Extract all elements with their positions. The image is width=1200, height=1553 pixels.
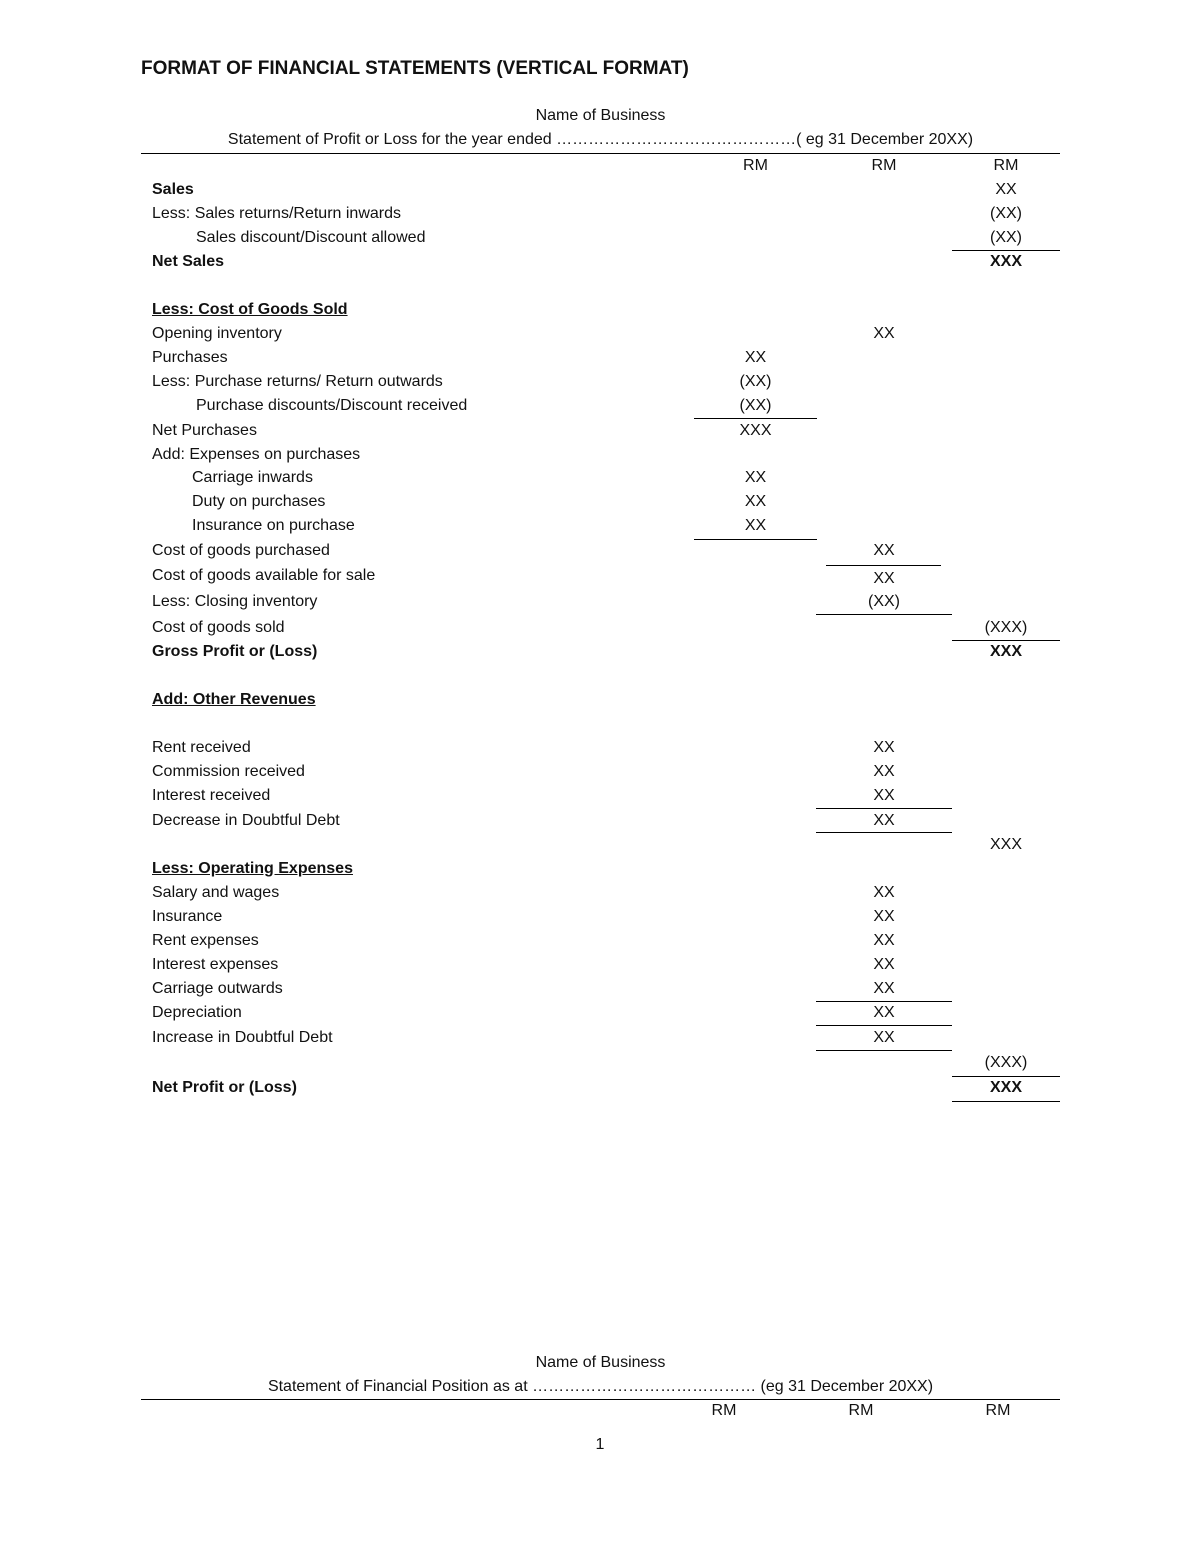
pl-business-name: Name of Business (535, 107, 666, 124)
duty-value: XX (744, 493, 767, 510)
fp-currency-row (0, 1402, 1200, 1426)
rent-expenses-value: XX (873, 932, 895, 949)
currency-col2: RM (871, 157, 897, 174)
carriage-outwards-label: Carriage outwards (152, 980, 283, 997)
closing-inventory-value: (XX) (868, 593, 900, 610)
row-increase-dd (0, 1029, 1200, 1053)
opening-inventory-value: XX (873, 325, 895, 342)
rule-cogp (694, 539, 817, 540)
row-net-profit (0, 1079, 1200, 1103)
rule-increase-dd-top (816, 1025, 952, 1026)
row-net-purchases (0, 422, 1200, 446)
sales-returns-value: (XX) (990, 205, 1022, 222)
rule-net-purchases (694, 418, 817, 419)
rule-increase-dd-bottom (816, 1050, 952, 1051)
row-other-revenues-heading (0, 691, 1200, 715)
rule-decrease-dd-bottom (816, 832, 952, 833)
interest-received-label: Interest received (152, 787, 271, 804)
fp-currency-col3: RM (985, 1402, 1011, 1419)
sales-value: XX (995, 181, 1017, 198)
cogs-label: Cost of goods sold (152, 619, 285, 636)
row-gross-profit (0, 643, 1200, 667)
sales-discount-value: (XX) (990, 229, 1022, 246)
row-duty (0, 493, 1200, 517)
row-opening-inventory (0, 325, 1200, 349)
row-sales (0, 181, 1200, 205)
interest-received-value: XX (873, 787, 895, 804)
row-commission-received (0, 763, 1200, 787)
insurance-purchase-value: XX (744, 517, 767, 534)
fp-subtitle: Statement of Financial Position as at …………………………………… (eg 31 December 20XX) (267, 1378, 934, 1395)
row-sales-returns (0, 205, 1200, 229)
cogp-value: XX (873, 542, 895, 559)
net-purchases-value: XXX (739, 422, 772, 439)
opex-heading: Less: Operating Expenses (152, 860, 353, 877)
row-interest-expenses (0, 956, 1200, 980)
row-depreciation (0, 1004, 1200, 1028)
insurance-label: Insurance (152, 908, 223, 925)
rule-decrease-dd-top (816, 808, 952, 809)
pl-currency-row (0, 157, 1200, 181)
purchases-label: Purchases (152, 349, 228, 366)
rent-expenses-label: Rent expenses (152, 932, 259, 949)
increase-dd-value: XX (873, 1029, 895, 1046)
rule-net-profit-top (952, 1076, 1060, 1077)
purchase-returns-value: (XX) (739, 373, 772, 390)
rule-cogafs (826, 565, 941, 566)
fp-currency-col2: RM (848, 1402, 874, 1419)
row-decrease-dd (0, 812, 1200, 836)
row-cogafs (0, 567, 1200, 591)
cogs-heading: Less: Cost of Goods Sold (152, 301, 348, 318)
sales-returns-label: Less: Sales returns/Return inwards (152, 205, 401, 222)
row-carriage-outwards (0, 980, 1200, 1004)
row-net-sales (0, 253, 1200, 277)
sales-discount-label: Sales discount/Discount allowed (196, 229, 426, 246)
row-purchase-returns (0, 373, 1200, 397)
decrease-dd-label: Decrease in Doubtful Debt (152, 812, 340, 829)
salary-label: Salary and wages (152, 884, 280, 901)
currency-col3: RM (993, 157, 1019, 174)
commission-received-value: XX (873, 763, 895, 780)
row-insurance (0, 908, 1200, 932)
opening-inventory-label: Opening inventory (152, 325, 282, 342)
insurance-value: XX (873, 908, 895, 925)
carriage-inwards-value: XX (744, 469, 767, 486)
rule-net-sales (952, 250, 1060, 251)
fp-currency-col1: RM (711, 1402, 737, 1419)
purchase-discounts-label: Purchase discounts/Discount received (196, 397, 468, 414)
decrease-dd-value: XX (873, 812, 895, 829)
row-purchase-discounts (0, 397, 1200, 421)
net-profit-label: Net Profit or (Loss) (152, 1079, 297, 1096)
purchase-returns-label: Less: Purchase returns/ Return outwards (152, 373, 443, 390)
rent-received-value: XX (873, 739, 895, 756)
row-cogs-heading (0, 301, 1200, 325)
insurance-purchase-label: Insurance on purchase (192, 517, 355, 534)
commission-received-label: Commission received (152, 763, 305, 780)
gross-profit-value: XXX (989, 643, 1022, 660)
other-revenues-total-value: XXX (989, 836, 1022, 853)
cogs-value: (XXX) (984, 619, 1028, 636)
pl-subtitle: Statement of Profit or Loss for the year ended ………………………………………( eg 31 December 20XX) (227, 131, 974, 148)
fp-header-rule (141, 1399, 1060, 1400)
row-carriage-inwards (0, 469, 1200, 493)
row-other-revenues-total (0, 836, 1200, 860)
rule-gross-profit (952, 640, 1060, 641)
page-title: FORMAT OF FINANCIAL STATEMENTS (VERTICAL FORMAT) (141, 58, 689, 79)
rule-depreciation-top (816, 1001, 952, 1002)
cogafs-label: Cost of goods available for sale (152, 567, 376, 584)
gross-profit-label: Gross Profit or (Loss) (152, 643, 318, 660)
row-expenses-on-purchases (0, 446, 1200, 470)
currency-col1: RM (743, 157, 768, 174)
row-cogp (0, 542, 1200, 566)
fp-business-name: Name of Business (535, 1354, 666, 1371)
net-sales-value: XXX (989, 253, 1022, 270)
row-closing-inventory (0, 593, 1200, 617)
row-purchases (0, 349, 1200, 373)
row-opex-heading (0, 860, 1200, 884)
rent-received-label: Rent received (152, 739, 251, 756)
row-rent-expenses (0, 932, 1200, 956)
cogp-label: Cost of goods purchased (152, 542, 330, 559)
row-insurance-purchase (0, 517, 1200, 541)
opex-total-value: (XXX) (984, 1054, 1028, 1071)
duty-label: Duty on purchases (192, 493, 326, 510)
row-salary (0, 884, 1200, 908)
cogafs-value: XX (873, 570, 895, 587)
net-profit-value: XXX (989, 1079, 1022, 1096)
closing-inventory-label: Less: Closing inventory (152, 593, 318, 610)
interest-expenses-value: XX (873, 956, 895, 973)
sales-label: Sales (152, 181, 194, 198)
carriage-outwards-value: XX (873, 980, 895, 997)
row-rent-received (0, 739, 1200, 763)
other-revenues-heading: Add: Other Revenues (152, 691, 316, 708)
interest-expenses-label: Interest expenses (152, 956, 279, 973)
purchase-discounts-value: (XX) (739, 397, 772, 414)
salary-value: XX (873, 884, 895, 901)
net-purchases-label: Net Purchases (152, 422, 257, 439)
pl-header-rule (141, 153, 1060, 154)
net-sales-label: Net Sales (152, 253, 225, 270)
row-interest-received (0, 787, 1200, 811)
depreciation-label: Depreciation (152, 1004, 242, 1021)
rule-cogs (816, 614, 952, 615)
page-number: 1 (595, 1436, 605, 1453)
row-opex-total (0, 1054, 1200, 1078)
purchases-value: XX (744, 349, 767, 366)
expenses-on-purchases-label: Add: Expenses on purchases (152, 446, 361, 463)
carriage-inwards-label: Carriage inwards (192, 469, 313, 486)
depreciation-value: XX (873, 1004, 895, 1021)
increase-dd-label: Increase in Doubtful Debt (152, 1029, 333, 1046)
rule-net-profit-bottom (952, 1101, 1060, 1102)
